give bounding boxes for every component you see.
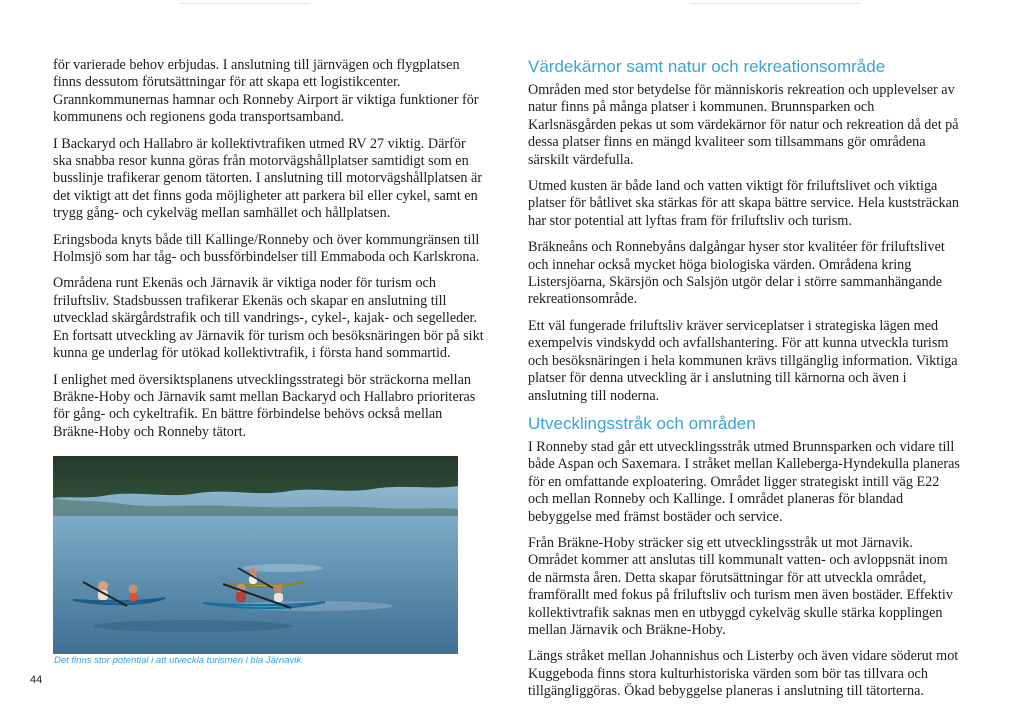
left-paragraph-5: I enlighet med översiktsplanens utvecklingsstrategi bör sträckorna mellan Bräkne-Hoby och Järnavik samt mellan Backaryd och Hallabro prioriteras för gång- och cykeltrafik. En bättre förbindelse behövs också mellan Bräkne-Hoby och Ronneby tätort. xyxy=(53,371,476,440)
kayak-photo-illustration xyxy=(53,456,458,654)
top-rule-left xyxy=(180,3,310,4)
left-column xyxy=(53,57,485,450)
right-s2-paragraph-2: Från Bräkne-Hoby sträcker sig ett utvecklingsstråk ut mot Järnavik. Området kommer att anslutas till kommunalt vatten- och avloppsnät inom de närmsta åren. Detta skapar förutsättningar för att utveckla området, framförallt med fokus på friluftsliv och turism men även bostäder. Effektiv kollektivtrafik saknas men en utbyggd cykelväg skulle stärka kopplingen mellan Järnavik och Bräkne-Hoby. xyxy=(528,534,953,638)
kayak-photo xyxy=(53,456,458,654)
right-s2-paragraph-1: I Ronneby stad går ett utvecklingsstråk utmed Brunnsparken och vidare till både Aspan och Saxemara. I stråket mellan Kalleberga-Hyndekulla planeras för en omfattande exploatering. Området ligger strategiskt intill väg E22 och mellan Ronneby och Kallinge. I området planeras för blandad bebyggelse med främst bostäder och service. xyxy=(528,438,960,525)
top-rule-right xyxy=(690,3,860,4)
right-s2-paragraph-3: Längs stråket mellan Johannishus och Listerby och även vidare söderut mot Kuggeboda finns stora kulturhistoriska värden som bör tas tillvara och tillgängliggöras. Ökad bebyggelse planeras i anslutning till tätorterna. xyxy=(528,648,959,700)
right-s1-paragraph-1: Områden med stor betydelse för människoris rekreation och upplevelser av natur finns på många platser i kommunen. Brunnsparken och Karlsnäsgården pekas ut som värdekärnor för natur och rekreation då det på dessa platser finns en mängd kvaliteer som tillsammans gör områdena särskilt värdefulla. xyxy=(528,82,959,168)
right-column xyxy=(528,57,960,710)
photo-caption: Det finns stor potential i att utveckla turismen i bla Järnavik. xyxy=(54,655,304,666)
left-paragraph-1: för varierade behov erbjudas. I anslutning till järnvägen och flygplatsen finns dessutom förutsättningar för att skapa ett logistikcenter. Grannkommunernas hamnar och Ronneby Airport är viktiga funktioner för kommunens och regionens goda transportsamband. xyxy=(53,57,479,126)
left-paragraph-4: Områdena runt Ekenäs och Järnavik är viktiga noder för turism och friluftsliv. Stadsbussen trafikerar Ekenäs och skapar en anslutning till utvecklad skärgårdstrafik och till vandrings-, cykel-, kajak- och segelleder. En fortsatt utveckling av Järnavik för turism och besöksnäringen bör på sikt kunna ge underlag för utökad kollektivtrafik, i första hand sommartid. xyxy=(53,275,484,362)
right-s1-paragraph-2: Utmed kusten är både land och vatten viktigt för friluftslivet och viktiga platser för båtlivet ska stärkas för att skapa bättre service. Hela kuststräckan har stor potential att lyftas fram för friluftsliv och turism. xyxy=(528,178,959,229)
right-s1-paragraph-3: Bräkneåns och Ronnebyåns dalgångar hyser stor kvalitéer för friluftslivet och innehar också mycket höga biologiska värden. Områdena kring Listersjöarna, Skärsjön och Salsjön utgör delar i större sammanhängande rekreationsområde. xyxy=(528,239,945,308)
left-paragraph-2: I Backaryd och Hallabro är kollektivtrafiken utmed RV 27 viktig. Därför ska snabba resor kunna göras från motorvägshållplatser samtidigt som en busslinje trafikerar genom tätorten. I anslutning till motorvägshållplatsen är det viktigt att det finns goda möjligheter att parkera bil eller cykel, samt en trygg gång- och cykelväg mellan samhället och hållplatsen. xyxy=(53,135,483,222)
heading-vardekarnor: Värdekärnor samt natur och rekreationsområde xyxy=(528,57,886,76)
left-paragraph-3: Eringsboda knyts både till Kallinge/Ronneby och över kommungränsen till Holmsjö som har tåg- och bussförbindelser till Emmaboda och Karlskrona. xyxy=(53,231,480,266)
right-s1-paragraph-4: Ett väl fungerade friluftsliv kräver serviceplatser i strategiska lägen med exempelvis vindskydd och avfallshantering. För att kunna utveckla turism och besöksnäringen i hela kommunen krävs tillgänglig information. Viktiga platser för denna utveckling är i anslutning till kärnorna och även i anslutning till noderna. xyxy=(528,317,958,404)
page-number: 44 xyxy=(30,674,43,686)
heading-utvecklingsstrak: Utvecklingsstråk och områden xyxy=(528,413,756,433)
